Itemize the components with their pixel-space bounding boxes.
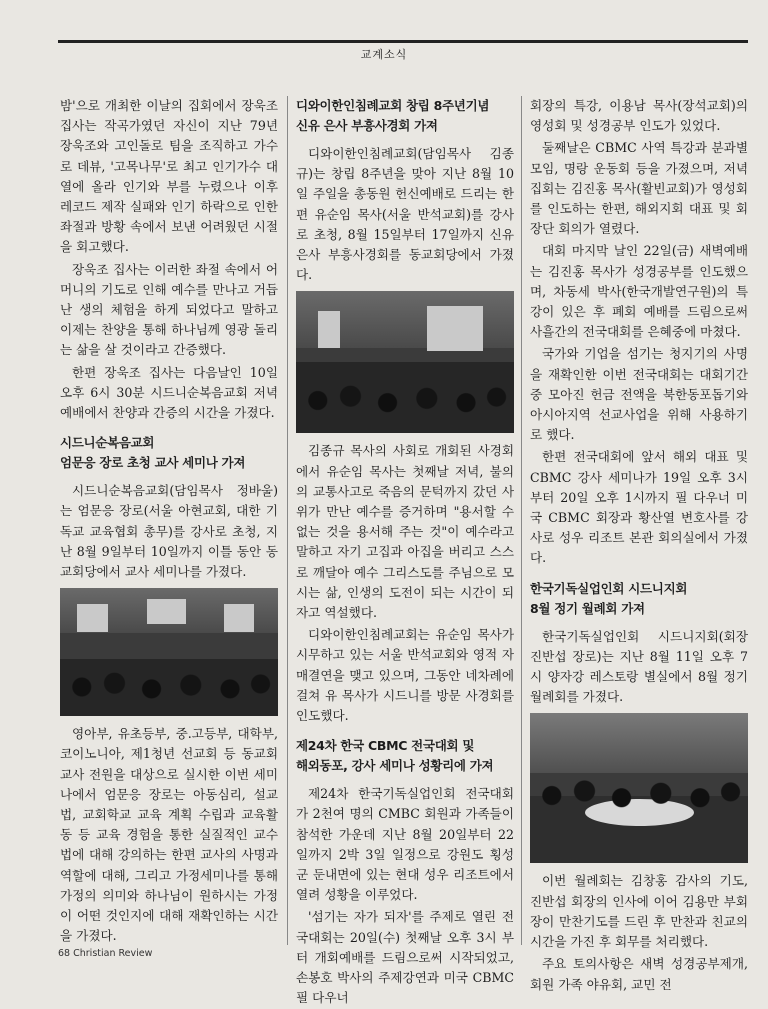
paragraph: 디와이한인침례교회는 유순임 목사가 시무하고 있는 서울 반석교회와 영적 자매결연을 맺고 있으며, 그동안 네차례에 걸쳐 유 목사가 시드니를 방문 사경회를 인도했다. <box>296 627 514 724</box>
headline-line: 해외동포, 강사 세미나 성황리에 가져 <box>296 758 494 774</box>
paragraph: 주요 토의사항은 새벽 성경공부제개, 회원 가족 야유회, 교민 전 <box>530 956 748 992</box>
paragraph: 한편 장욱조 집사는 다음날인 10일 오후 6시 30분 시드니순복음교회 저녁예배에서 찬양과 간증의 시간을 가졌다. <box>60 364 278 421</box>
header-rule <box>58 40 748 43</box>
seminar-photo <box>60 588 278 716</box>
article-headline <box>60 433 278 473</box>
headline-line: 디와이한인침례교회 창립 8주년기념 <box>296 98 490 113</box>
paragraph: 한편 전국대회에 앞서 해외 대표 및 CBMC 강사 세미나가 19일 오후 3시부터 20일 오후 1시까지 필 다우너 미국 CBMC 회장과 황산열 변호사를 강사로 성우 리조트 본관 회의실에서 가졌다. <box>530 449 748 566</box>
paragraph: 장욱조 집사는 이러한 좌절 속에서 어머니의 기도로 인해 예수를 만나고 거듭난 생의 체험을 하게 되었다고 말하고 이제는 찬양을 통해 하나님께 영광 돌리는 삶을 살 것이라고 간증했다. <box>60 261 278 358</box>
paragraph: 시드니순복음교회(담임목사 정바울)는 엄문응 장로(서울 아현교회, 대한 기독교 교육협회 총무)를 강사로 초청, 지난 8월 9일부터 10일까지 이틀 동안 동교회당에서 교사 세미나를 가졌다. <box>60 483 278 580</box>
headline-line: 엄문응 장로 초청 교사 세미나 가져 <box>60 455 246 471</box>
paragraph: 한국기독실업인회 시드니지회(회장 진반섭 장로)는 지난 8월 11일 오후 7시 양자강 레스토랑 별실에서 8월 정기 월례회를 가졌다. <box>530 628 748 705</box>
page-number: 68 <box>58 948 71 959</box>
column-1 <box>60 96 278 945</box>
paragraph: 디와이한인침례교회(담임목사 김종규)는 창립 8주년을 맞아 지난 8월 10일 주일을 총동원 헌신예배로 드리는 한편 유순임 목사(서울 반석교회)를 강사로 초청, 8월 15일부터 17일까지 신유 은사 부흥사경회를 동교회당에서 가졌다. <box>296 146 514 283</box>
column-3 <box>530 96 748 992</box>
church-service-photo <box>296 291 514 433</box>
column-divider <box>287 96 288 945</box>
article-headline <box>296 96 514 136</box>
paragraph: '섬기는 자가 되자'를 주제로 열린 전국대회는 20일(수) 첫째날 오후 3시 부터 개회예배를 드림으로써 시작되었고, 손봉호 박사의 주제강연과 미국 CBMC 필 다우너 <box>296 909 514 1006</box>
paragraph: 대회 마지막 날인 22일(금) 새벽예배는 김진홍 목사가 성경공부를 인도했으며, 차동세 박사(한국개발연구원)의 특강이 있은 후 폐회 예배를 드림으로써 사흘간의 전국대회를 은혜중에 마쳤다. <box>530 243 748 340</box>
headline-line: 시드니순복음교회 <box>60 435 155 451</box>
headline-line: 신유 은사 부흥사경회 가져 <box>296 118 438 133</box>
dinner-meeting-photo <box>530 713 748 863</box>
col1-intro <box>60 96 278 423</box>
headline-line: 한국기독실업인회 시드니지회 <box>530 580 688 596</box>
paragraph: 영아부, 유초등부, 중.고등부, 대학부, 코이노니아, 제1청년 선교회 등 동교회 교사 전원을 대상으로 실시한 이번 세미나에서 엄문응 장로는 아동심리, 설교법, 교회학교 교육 계획 수립과 교육활동 등 교육 경험을 통한 실질적인 교수법에 대해 강의하는 한편 교사의 사명과 역할에 대해, 그리고 가정세미나를 통해 가정의 의미와 하나님이 원하시는 가정이 어떤 것인지에 대해 재확인하는 시간을 가졌다. <box>60 726 278 944</box>
column-2 <box>296 96 514 1006</box>
column-divider <box>521 96 522 945</box>
paragraph: 이번 월례회는 김창홍 감사의 기도, 진반섭 회장의 인사에 이어 김용만 부회장이 만찬기도를 드린 후 만찬과 친교의 시간을 가진 후 회무를 처리했다. <box>530 873 748 950</box>
page-footer <box>58 948 152 959</box>
magazine-name: Christian Review <box>73 948 153 959</box>
headline-line: 8월 정기 월례회 가져 <box>530 600 645 616</box>
article-headline <box>296 736 514 776</box>
headline-line: 제24차 한국 CBMC 전국대회 및 <box>296 738 475 754</box>
section-label: 교계소식 <box>360 48 408 61</box>
paragraph: 밤'으로 개최한 이날의 집회에서 장욱조 집사는 작곡가였던 자신이 지난 79년 장욱조와 고인돌로 팀을 조직하고 가수로 데뷰, '고목나무'로 최고 인기가수 대열에 올라 인기와 부를 누렸으나 이후 레코드 제작 실패와 인기 하락으로 인한 좌절과 방황 속에서 보낸 어려웠던 시절을 회고했다. <box>60 98 278 255</box>
paragraph: 국가와 기업을 섬기는 청지기의 사명을 재확인한 이번 전국대회는 대회기간 중 모아진 헌금 전액을 북한동포돕기와 아시아지역 선교사업을 위해 사용하기로 했다. <box>530 346 748 443</box>
paragraph: 제24차 한국기독실업인회 전국대회가 2천여 명의 CMBC 회원과 가족들이 참석한 가운데 지난 8월 20일부터 22일까지 2박 3일 일정으로 강원도 횡성군 둔내면에 있는 현대 성우 리조트에서 열려 성황을 이루었다. <box>296 786 514 903</box>
article-headline <box>530 579 748 619</box>
paragraph: 회장의 특강, 이용남 목사(장석교회)의 영성회 및 성경공부 인도가 있었다. <box>530 98 748 134</box>
paragraph: 김종규 목사의 사회로 개회된 사경회에서 유순임 목사는 첫째날 저녁, 불의의 교통사고로 죽음의 문턱까지 갔던 사위가 만난 예수를 증거하며 "용서할 수 없는 것을 용서해 주는 것"이 예수라고 말하고 자기 고집과 아집을 버리고 스스로 깨달아 예수 그리스도를 주님으로 모시는 삶, 인생의 도전이 되는 시간이 되자고 역설했다. <box>296 443 514 621</box>
paragraph: 둘째날은 CBMC 사역 특강과 분과별 모임, 명랑 운동회 등을 가졌으며, 저녁집회는 김진홍 목사(활빈교회)가 영성회를 인도하는 한편, 해외지회 대표 및 회장단 회의가 열렸다. <box>530 140 748 237</box>
